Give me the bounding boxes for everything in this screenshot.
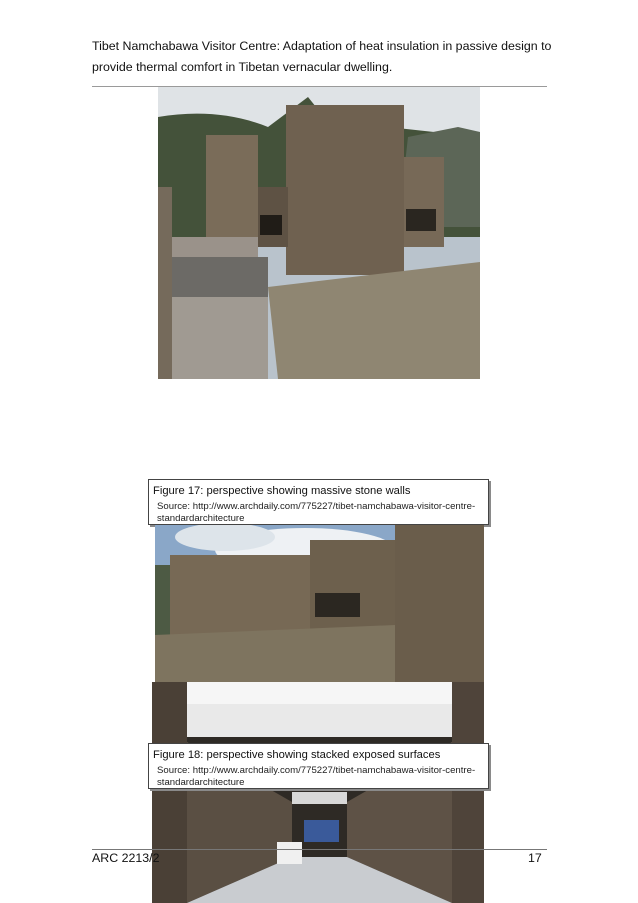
footer-divider bbox=[92, 849, 547, 850]
document-header: Tibet Namchabawa Visitor Centre: Adaptation of heat insulation in passive design to provide thermal comfort in Tibetan vernacular dwelling. bbox=[92, 39, 552, 74]
figure-18-title: Figure 18: perspective showing stacked exposed surfaces bbox=[153, 749, 441, 761]
figure-17-source: Source: http://www.archdaily.com/775227/tibet-namchabawa-visitor-centre-standardarchitecture bbox=[157, 501, 476, 524]
photo-stone-building-exterior bbox=[158, 87, 480, 379]
footer-page-number: 17 bbox=[528, 851, 542, 865]
figure-17-caption bbox=[148, 479, 489, 525]
footer-course-code: ARC 2213/2 bbox=[92, 851, 160, 865]
figure-18-caption bbox=[148, 743, 489, 789]
figure-18-source: Source: http://www.archdaily.com/775227/tibet-namchabawa-visitor-centre-standardarchitecture bbox=[157, 765, 476, 788]
photo-massive-stone-walls bbox=[155, 525, 484, 682]
photo-stone-corridor bbox=[152, 682, 484, 903]
figure-17-title: Figure 17: perspective showing massive stone walls bbox=[153, 485, 411, 497]
